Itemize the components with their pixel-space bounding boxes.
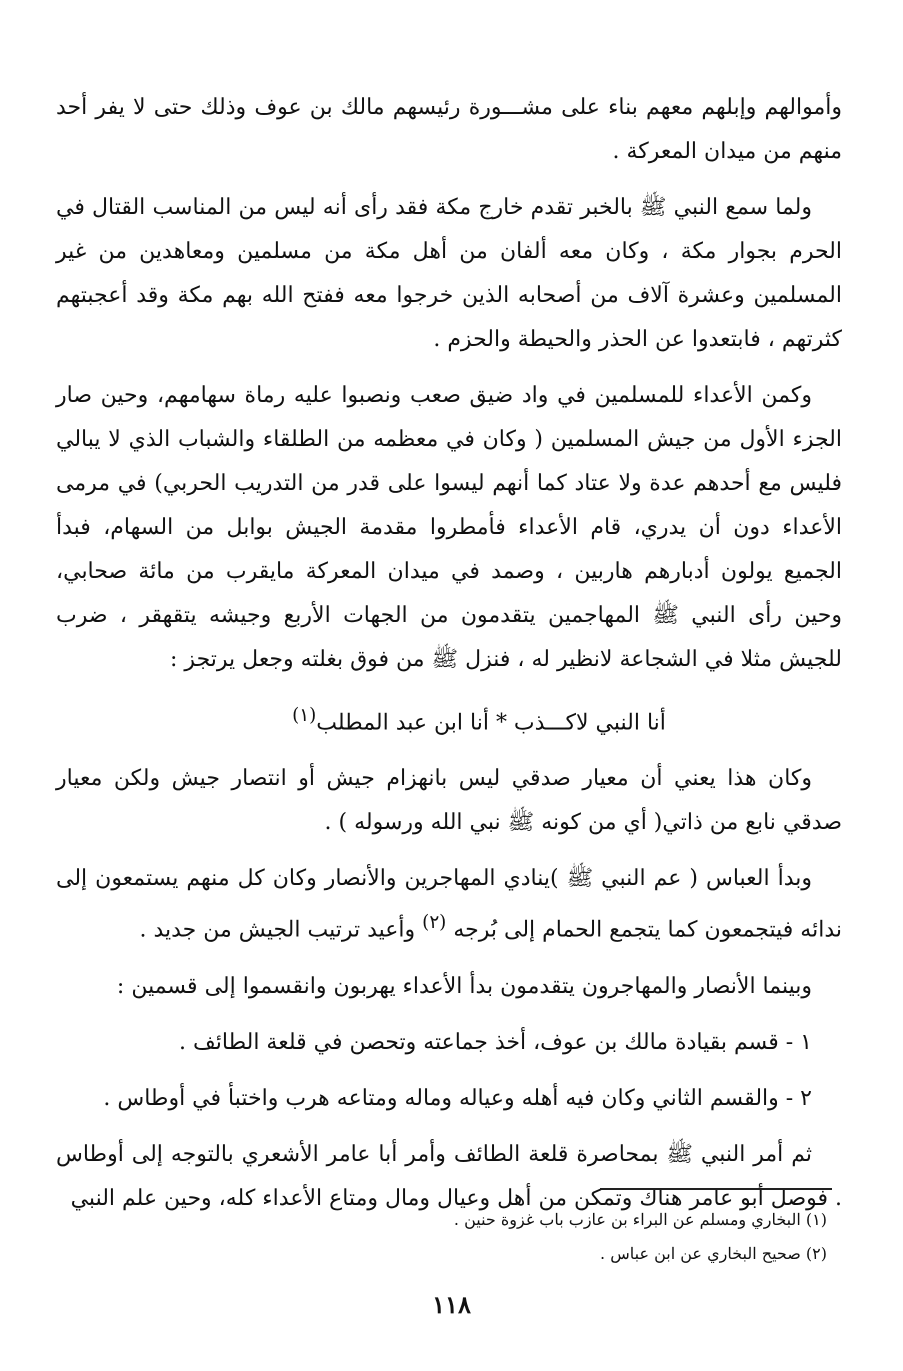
paragraph-3: وكمن الأعداء للمسلمين في واد ضيق صعب ونصبوا عليه رماة سهامهم، وحين صار الجزء الأول من جيش المسلمين ( وكان في معظمه من الطلقاء والشباب الذي لا يبالي فليس مع أحدهم عدة ولا عتاد كما أنهم ليسوا على قدر من التدريب الحربي) في مرمى الأعداء دون أن يدري، قام الأعداء فأمطروا مقدمة الجيش بوابل من السهام، فبدأ الجميع يولون أدبارهم هاربين ، وصمد في ميدان المعركة مايقرب من مائة صحابي، وحين رأى النبي ﷺ المهاجمين يتقدمون من الجهات الأربع وجيشه يتقهقر ، ضرب للجيش مثلا في الشجاعة لانظير له ، فنزل ﷺ من فوق بغلته وجعل يرتجز : [56, 383, 842, 672]
paragraph-4: وكان هذا يعني أن معيار صدقي ليس بانهزام جيش أو انتصار جيش ولكن معيار صدقي نابع من ذاتي( أي من كونه ﷺ نبي الله ورسوله ) . [56, 766, 842, 836]
paragraph-7: ثم أمر النبي ﷺ بمحاصرة قلعة الطائف وأمر أبا عامر الأشعري بالتوجه إلى أوطاس . فوصل أبو عامر هناك وتمكن من أهل وعيال ومال ومتاع الأعداء كله، وحين علم النبي [56, 1141, 842, 1211]
footnotes [227, 1203, 827, 1271]
paragraph-6: وبينما الأنصار والمهاجرون يتقدمون بدأ الأعداء يهربون وانقسموا إلى قسمين : [116, 973, 812, 999]
list-item-1: ١ - قسم بقيادة مالك بن عوف، أخذ جماعته وتحصن في قلعة الطائف . [178, 1029, 812, 1055]
footnote-ref-2: (٢) [422, 912, 447, 934]
footnote-separator [600, 1188, 832, 1190]
main-text [56, 86, 842, 1233]
paragraph-5 [56, 857, 842, 952]
paragraph-2: ولما سمع النبي ﷺ بالخبر تقدم خارج مكة فقد رأى أنه ليس من المناسب القتال في الحرم بجوار مكة ، وكان معه ألفان من أهل مكة من مسلمين ومعاهدين من غير المسلمين وعشرة آلاف من أصحابه الذين خرجوا معه ففتح الله بهم مكة وقد أعجبتهم كثرتهم ، فابتعدوا عن الحذر والحيطة والحزم . [56, 195, 842, 352]
paragraph-1: وأموالهم وإبلهم معهم بناء على مشـــورة رئيسهم مالك بن عوف وذلك حتى لا يفر أحد منهم من ميدان المعركة . [56, 95, 842, 164]
paragraph-5-part-a: وبدأ العباس ( عم النبي ﷺ )ينادي المهاجرين والأنصار وكان كل منهم يستمعون إلى ندائه فيتجمعون كما يتجمع الحمام إلى بُرجه [56, 866, 842, 943]
verse-line [56, 694, 842, 745]
page-number: ١١٨ [432, 1290, 471, 1319]
list-item-2: ٢ - والقسم الثاني وكان فيه أهله وعياله وماله ومتاعه هرب واختبأ في أوطاس . [103, 1085, 812, 1111]
footnote-ref-1: (١) [292, 705, 317, 726]
footnote-1: (١) البخاري ومسلم عن البراء بن عازب باب غزوة حنين . [453, 1210, 827, 1229]
verse-text: أنا النبي لاكـــذب * أنا ابن عبد المطلب [316, 710, 666, 736]
paragraph-5-part-b: وأعيد ترتيب الجيش من جديد . [139, 917, 416, 943]
footnote-2: (٢) صحيح البخاري عن ابن عباس . [600, 1244, 827, 1263]
